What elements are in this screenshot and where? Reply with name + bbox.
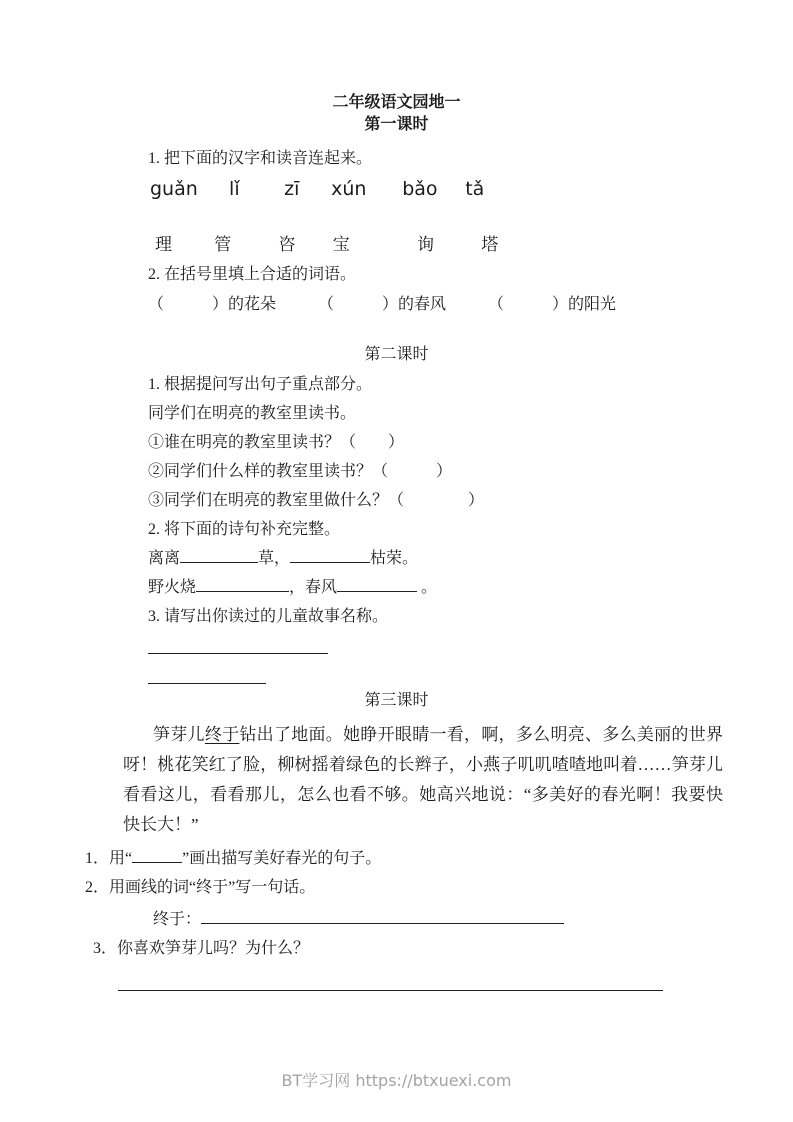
- paren-blank-flowers[interactable]: （ ）的花朵: [148, 296, 277, 313]
- lesson1-section: [148, 144, 793, 320]
- fill-words-row: [148, 290, 793, 320]
- lesson2-heading: 第二课时: [364, 346, 429, 363]
- passage-text: 笋芽儿: [153, 725, 205, 744]
- lesson3-section: [85, 720, 793, 991]
- pinyin-item[interactable]: tǎ: [465, 178, 485, 200]
- poem-line-1: [148, 544, 793, 573]
- hanzi-item[interactable]: 塔: [481, 235, 499, 254]
- lesson1-question-2: 2. 在括号里填上合适的词语。: [148, 266, 357, 283]
- pinyin-item[interactable]: bǎo: [402, 178, 438, 200]
- passage-text: 钻出了地面。她睁开眼睛一看，啊，多么明亮、多么美丽的世界呀！桃花笑红了脸，柳树摇着绿色的长辫子，小燕子叽叽喳喳地叫着……笋芽儿看看这儿，看看那儿，怎么也看不够。她高兴地说：“多美好的春光啊！我要快快长大！”: [123, 725, 723, 834]
- question-text: 1．用“: [85, 850, 133, 867]
- poem-text: 。: [421, 579, 438, 596]
- answer-blank[interactable]: [148, 652, 328, 654]
- answer-blank[interactable]: [290, 545, 370, 563]
- answer-blank[interactable]: [148, 682, 266, 684]
- doc-title: 二年级语文园地一: [332, 94, 461, 111]
- answer-blank[interactable]: [118, 989, 663, 991]
- paren-blank-sunshine[interactable]: （ ）的阳光: [488, 296, 617, 313]
- hanzi-item[interactable]: 管: [214, 235, 232, 254]
- poem-text: 枯荣。: [370, 550, 419, 567]
- pinyin-row: [150, 174, 793, 204]
- pinyin-item[interactable]: guǎn: [150, 178, 198, 200]
- hanzi-item[interactable]: 宝: [332, 235, 350, 254]
- lesson2-subquestion-1[interactable]: ①谁在明亮的教室里读书？（ ）: [148, 434, 405, 451]
- zhongyu-label: 终于：: [153, 911, 202, 928]
- lesson1-heading: 第一课时: [364, 116, 429, 133]
- hanzi-item[interactable]: 理: [155, 235, 172, 254]
- lesson2-example-sentence: 同学们在明亮的教室里读书。: [148, 405, 357, 422]
- lesson2-subquestion-3[interactable]: ③同学们在明亮的教室里做什么？（ ）: [148, 492, 485, 509]
- poem-text: 草，: [258, 550, 291, 567]
- lesson2-subquestion-2[interactable]: ②同学们什么样的教室里读书？（ ）: [148, 463, 453, 480]
- lesson2-question-1: 1. 根据提问写出句子重点部分。: [148, 376, 373, 393]
- lesson3-question-1: [85, 844, 793, 873]
- hanzi-item[interactable]: 询: [417, 235, 434, 254]
- answer-blank[interactable]: [337, 574, 417, 592]
- poem-text: ，春风: [289, 579, 338, 596]
- poem-line-2: [148, 573, 793, 602]
- pinyin-item[interactable]: xún: [331, 178, 367, 200]
- answer-blank[interactable]: [196, 574, 289, 592]
- question-text: ”画出描写美好春光的句子。: [182, 850, 382, 867]
- poem-text: 野火烧: [148, 579, 197, 596]
- pinyin-item[interactable]: lǐ: [229, 178, 240, 200]
- paren-blank-wind[interactable]: （ ）的春风: [318, 296, 447, 313]
- poem-text: 离离: [148, 550, 181, 567]
- hanzi-item[interactable]: 咨: [278, 235, 296, 254]
- answer-blank[interactable]: [201, 906, 564, 924]
- lesson3-question-3: 3．你喜欢笋芽儿吗？为什么？: [93, 940, 310, 957]
- footer-watermark: BT学习网 https://btxuexi.com: [281, 1071, 512, 1090]
- lesson2-question-2: 2. 将下面的诗句补充完整。: [148, 521, 341, 538]
- pinyin-item[interactable]: zī: [284, 178, 300, 200]
- underlined-word: 终于: [204, 725, 240, 744]
- lesson2-question-3: 3. 请写出你读过的儿童故事名称。: [148, 608, 389, 625]
- reading-passage: [123, 720, 723, 840]
- answer-blank[interactable]: [132, 845, 182, 863]
- zhongyu-answer-line: [85, 905, 793, 934]
- hanzi-row: [155, 230, 793, 260]
- lesson2-section: [148, 370, 793, 684]
- lesson1-question-1: 1. 把下面的汉字和读音连起来。: [148, 150, 373, 167]
- lesson3-heading: 第三课时: [364, 692, 429, 709]
- lesson3-question-2: 2．用画线的词“终于”写一句话。: [85, 879, 316, 896]
- answer-blank[interactable]: [180, 545, 258, 563]
